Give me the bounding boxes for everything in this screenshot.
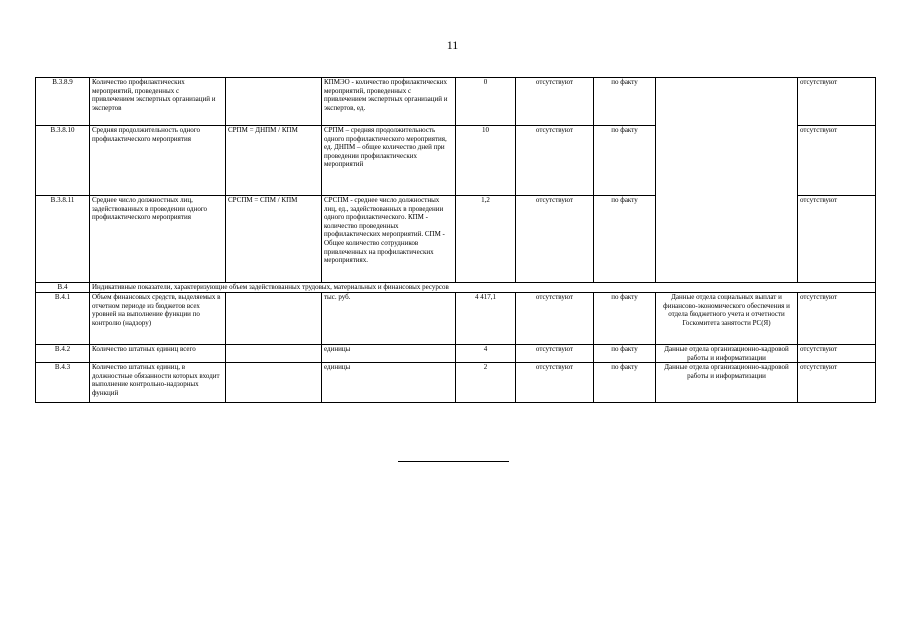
table-row: [36, 78, 876, 126]
cell-name: Количество штатных единиц всего: [90, 345, 226, 363]
cell-value: 2: [456, 363, 516, 403]
cell-source: Данные отдела организационно-кадровой работы и информатизации: [656, 363, 798, 403]
cell-code: В.4.3: [36, 363, 90, 403]
cell-code: В.4.2: [36, 345, 90, 363]
cell-period: по факту: [594, 293, 656, 345]
cell-formula: СРПМ = ДНПМ / КПМ: [226, 126, 322, 196]
cell-code: В.3.8.10: [36, 126, 90, 196]
cell-value: 10: [456, 126, 516, 196]
table-row: [36, 293, 876, 345]
cell-desc: единицы: [322, 363, 456, 403]
cell-method: отсутствуют: [516, 345, 594, 363]
cell-code: В.4.1: [36, 293, 90, 345]
cell-extra: отсутствуют: [798, 196, 876, 283]
cell-extra: отсутствуют: [798, 345, 876, 363]
cell-method: отсутствуют: [516, 363, 594, 403]
section-code: В.4: [36, 283, 90, 293]
cell-desc: КПМЭО - количество профилактических мероприятий, проведенных с привлечением экспертных организаций и экспертов, ед.: [322, 78, 456, 126]
cell-formula: [226, 293, 322, 345]
section-title: Индикативные показатели, характеризующие объем задействованных трудовых, материальных и финансовых ресурсов: [90, 283, 876, 293]
section-row: [36, 283, 876, 293]
cell-name: Среднее число должностных лиц, задействованных в проведении одного профилактического мероприятия: [90, 196, 226, 283]
cell-period: по факту: [594, 196, 656, 283]
cell-method: отсутствуют: [516, 78, 594, 126]
cell-method: отсутствуют: [516, 293, 594, 345]
cell-source: Данные отдела социальных выплат и финансово-экономического обеспечения и отдела бюджетного учета и отчетности Госкомитета занятости РС(Я): [656, 293, 798, 345]
cell-extra: отсутствуют: [798, 363, 876, 403]
cell-value: 1,2: [456, 196, 516, 283]
cell-method: отсутствуют: [516, 126, 594, 196]
cell-name: Количество профилактических мероприятий, проведенных с привлечением экспертных организаций и экспертов: [90, 78, 226, 126]
cell-source: Данные отдела организационно-кадровой работы и информатизации: [656, 345, 798, 363]
cell-name: Средняя продолжительность одного профилактического мероприятия: [90, 126, 226, 196]
cell-desc: СРСПМ - среднее число должностных лиц, ед., задействованных в проведении одного профилактического. КПМ - количество проведенных профилактических мероприятий. СПМ - Общее количество сотрудников привлеченных на профилактических мероприятиях.: [322, 196, 456, 283]
page-number: 11: [446, 38, 459, 52]
cell-period: по факту: [594, 126, 656, 196]
cell-value: 0: [456, 78, 516, 126]
cell-name: Объем финансовых средств, выделяемых в отчетном периоде из бюджетов всех уровней на выполнение функции по контролю (надзору): [90, 293, 226, 345]
cell-extra: отсутствуют: [798, 293, 876, 345]
cell-desc: СРПМ – средняя продолжительность одного профилактического мероприятия, ед. ДНПМ – общее количество дней при проведении профилактических мероприятий: [322, 126, 456, 196]
cell-formula: [226, 345, 322, 363]
cell-period: по факту: [594, 363, 656, 403]
table-row: [36, 363, 876, 403]
cell-code: В.3.8.9: [36, 78, 90, 126]
cell-value: 4: [456, 345, 516, 363]
cell-formula: [226, 363, 322, 403]
cell-value: 4 417,1: [456, 293, 516, 345]
cell-extra: отсутствуют: [798, 78, 876, 126]
cell-method: отсутствуют: [516, 196, 594, 283]
cell-desc: тыс. руб.: [322, 293, 456, 345]
cell-period: по факту: [594, 78, 656, 126]
indicators-table: [35, 77, 876, 403]
cell-formula: [226, 78, 322, 126]
cell-source: [656, 78, 798, 283]
table-row: [36, 345, 876, 363]
cell-code: В.3.8.11: [36, 196, 90, 283]
cell-desc: единицы: [322, 345, 456, 363]
cell-extra: отсутствуют: [798, 126, 876, 196]
cell-formula: СРСПМ = СПМ / КПМ: [226, 196, 322, 283]
footnote-rule: [398, 461, 509, 462]
cell-period: по факту: [594, 345, 656, 363]
cell-name: Количество штатных единиц, в должностные обязанности которых входит выполнение контрольно-надзорных функций: [90, 363, 226, 403]
